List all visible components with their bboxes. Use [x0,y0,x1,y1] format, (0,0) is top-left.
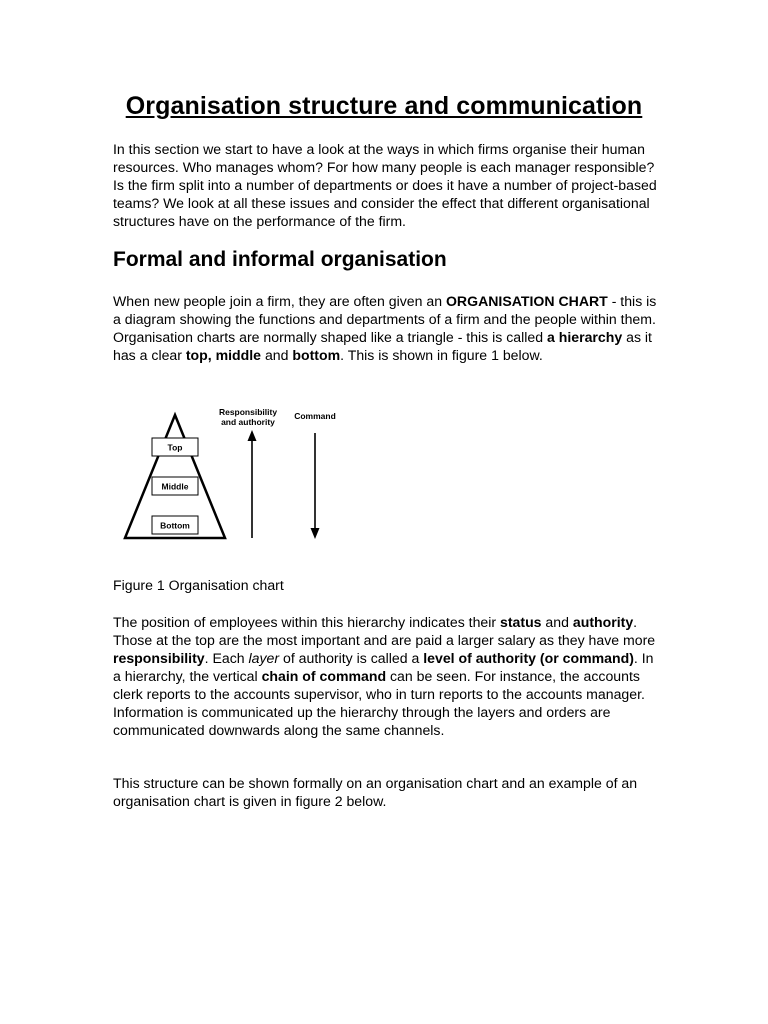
bold-term-top-middle: top, middle [185,347,262,363]
section-heading: Formal and informal organisation [113,248,447,271]
intro-paragraph: In this section we start to have a look at the ways in which firms organise their human resources. Who manages whom? For how many people is each manager responsible? Is the firm split into a number of departments or does it have a number of project-based teams? We look at all these issues and consider the effect that different organisational structures have on the performance of the firm. [113,141,657,229]
text-run: . This is shown in figure 1 below. [340,347,543,363]
level-label-middle: Middle [161,481,189,492]
text-run: When new people join a firm, they are often given an [113,293,446,309]
text-run: . Each [204,650,249,666]
closing-paragraph: This structure can be shown formally on an organisation chart and an example of an organisation chart is given in figure 2 below. [113,775,638,809]
hierarchy-paragraph [113,292,658,364]
down-arrow-label: Command [294,411,336,421]
up-arrow-head [248,430,257,441]
bold-term-chain-of-command: chain of command [261,668,387,684]
text-run: and [541,614,573,630]
level-label-bottom: Bottom [160,520,190,531]
text-run: and [261,347,293,363]
bold-term-level-of-authority: level of authority (or command) [423,650,634,666]
text-run: can be seen. For instance, the accounts clerk reports to the accounts supervisor, who in turn reports to the accounts manager. Information is communicated up the hierarchy through the layers and orders are communicated downwards along the same channels. [113,668,645,738]
bold-term-status: status [500,614,542,630]
figure-caption: Figure 1 Organisation chart [113,577,284,593]
text-run: . In a hierarchy, the vertical [113,650,654,684]
down-arrow-head [311,528,320,539]
text-run: - this is a diagram showing the functions and departments of a firm and the people within them. Organisation charts are normally shaped like a triangle - this is called [113,293,657,345]
hierarchy-diagram [110,400,350,550]
text-run: as it has a clear [113,329,652,363]
up-arrow-label-line2: and authority [221,417,275,427]
text-run: The position of employees within this hierarchy indicates their [113,614,500,630]
page-title: Organisation structure and communication [125,92,643,120]
bold-term-responsibility: responsibility [113,650,205,666]
bold-term-organisation-chart: ORGANISATION CHART [445,293,608,309]
italic-term-layer: layer [248,650,280,666]
text-run: of authority is called a [279,650,424,666]
bold-term-hierarchy: a hierarchy [546,329,623,345]
level-label-top: Top [167,442,183,453]
text-run: . Those at the top are the most important and are paid a larger salary as they have more [113,614,656,648]
bold-term-authority: authority [572,614,634,630]
hierarchy-explanation-paragraph [113,613,658,739]
bold-term-bottom: bottom [292,347,341,363]
up-arrow-label-line1: Responsibility [218,407,278,417]
